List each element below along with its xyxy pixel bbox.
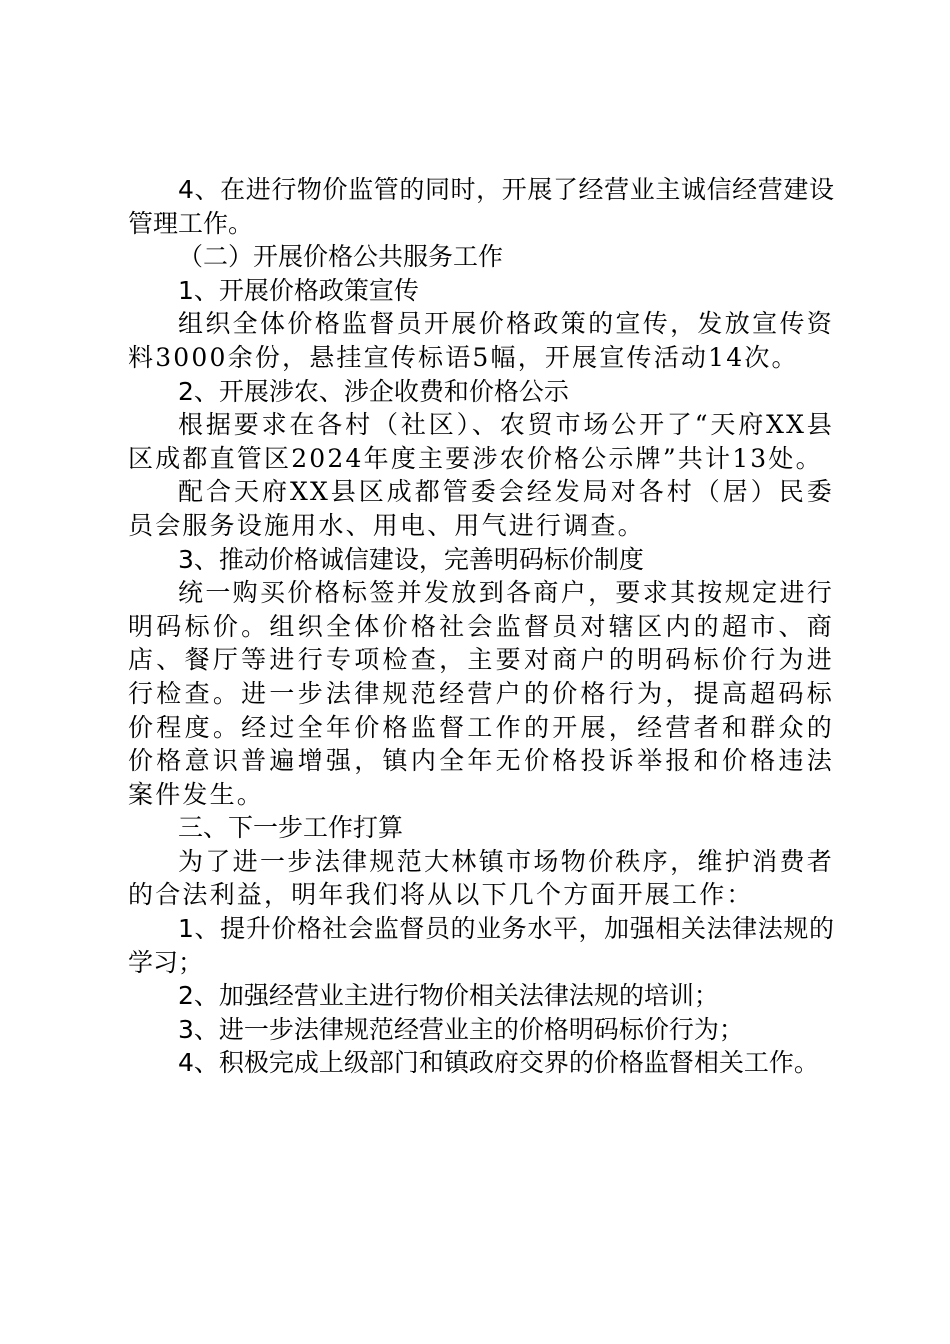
paragraph-price-board: 根据要求在各村（社区）、农贸市场公开了“天府XX县区成都直管区2024年度主要涉农价格公示牌”共计13处。 xyxy=(128,410,834,473)
list-item-next-step-2: 2、加强经营业主进行物价相关法律法规的培训； xyxy=(178,981,719,1011)
list-item-next-step-1: 1、提升价格社会监督员的业务水平，加强相关法律法规的学习； xyxy=(128,914,834,977)
section-heading-public-service: （二）开展价格公共服务工作 xyxy=(178,242,504,272)
paragraph-utility-survey: 配合天府XX县区成都管委会经发局对各村（居）民委员会服务设施用水、用电、用气进行调查。 xyxy=(128,477,834,540)
paragraph-policy-promotion: 组织全体价格监督员开展价格政策的宣传，发放宣传资料3000余份，悬挂宣传标语5幅，开展宣传活动14次。 xyxy=(128,309,834,372)
subheading-policy-promotion: 1、开展价格政策宣传 xyxy=(178,275,419,305)
subheading-price-integrity: 3、推动价格诚信建设，完善明码标价制度 xyxy=(178,544,644,574)
subheading-fee-publicity: 2、开展涉农、涉企收费和价格公示 xyxy=(178,376,569,406)
paragraph-integrity-management: 4、在进行物价监管的同时，开展了经营业主诚信经营建设管理工作。 xyxy=(128,175,834,238)
paragraph-next-steps-intro: 为了进一步法律规范大林镇市场物价秩序，维护消费者的合法利益，明年我们将从以下几个方面开展工作： xyxy=(128,846,834,910)
list-item-next-step-4: 4、积极完成上级部门和镇政府交界的价格监督相关工作。 xyxy=(178,1048,819,1078)
list-item-next-step-3: 3、进一步法律规范经营业主的价格明码标价行为； xyxy=(178,1014,744,1044)
document-page xyxy=(128,173,834,1080)
paragraph-price-labeling: 统一购买价格标签并发放到各商户，要求其按规定进行明码标价。组织全体价格社会监督员对辖区内的超市、商店、餐厅等进行专项检查，主要对商户的明码标价行为进行检查。进一步法律规范经营户的价格行为，提高超码标价程度。经过全年价格监督工作的开展，经营者和群众的价格意识普遍增强，镇内全年无价格投诉举报和价格违法案件发生。 xyxy=(128,578,834,809)
section-heading-next-steps: 三、下一步工作打算 xyxy=(178,813,404,843)
